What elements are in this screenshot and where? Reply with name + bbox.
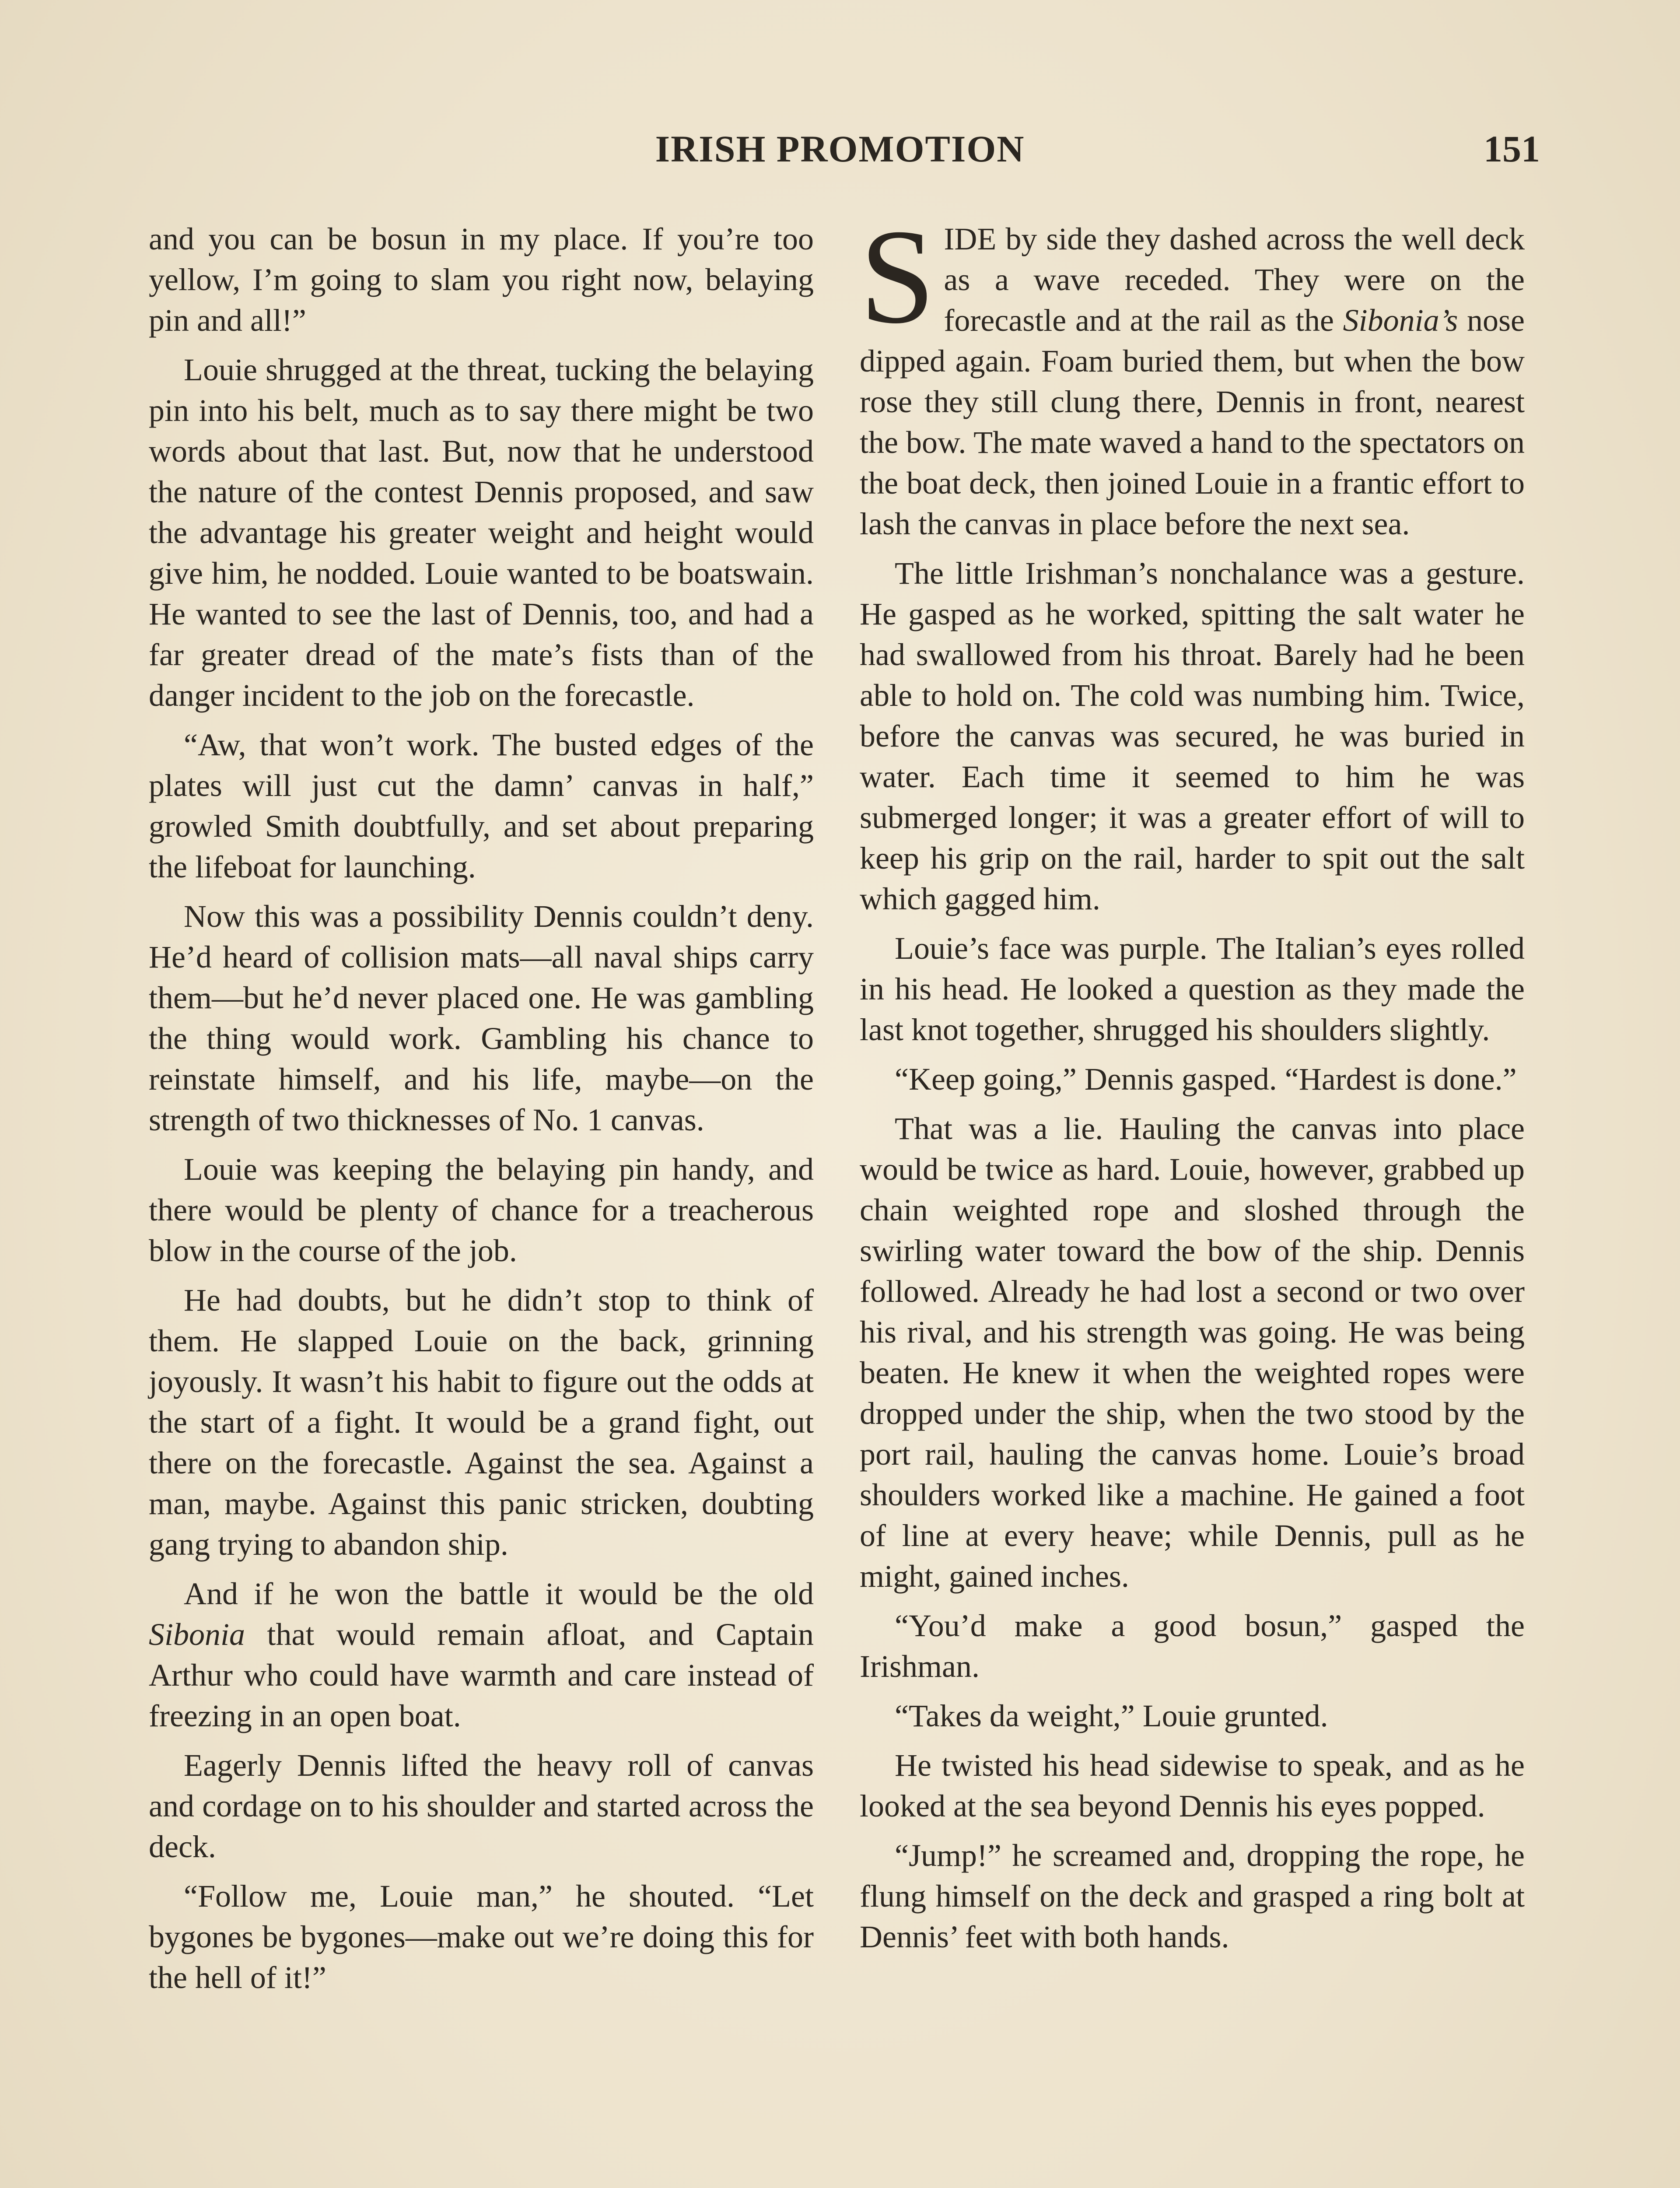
paragraph: Louie was keeping the belaying pin handy, and there would be plenty of chance for a treacherous blow in the course of the job. [149,1152,814,1268]
ship-name: Sibonia’s [1343,303,1458,338]
paragraph: “Aw, that won’t work. The busted edges of the plates will just cut the damn’ canvas in half,” growled Smith doubtfully, and set about preparing the lifeboat for launching. [149,727,814,884]
ship-name: Sibonia [149,1617,245,1652]
paragraph: Now this was a possibility Dennis couldn’t deny. He’d heard of collision mats—all naval ships carry them—but he’d never placed one. He was gambling the thing would work. Gambling his chance to reinstate himself, and his life, maybe—on the strength of two thicknesses of No. 1 canvas. [149,899,814,1137]
paragraph: and you can be bosun in my place. If you’re too yellow, I’m going to slam you right now, belaying pin and all!” [149,221,814,338]
paragraph: Eagerly Dennis lifted the heavy roll of canvas and cordage on to his shoulder and started across the deck. [149,1748,814,1864]
page-number: 151 [1484,128,1540,170]
paragraph: He had doubts, but he didn’t stop to think of them. He slapped Louie on the back, grinning joyously. It wasn’t his habit to figure out the odds at the start of a fight. It would be a grand fight, out there on the forecastle. Against the sea. Against a man, maybe. Against this panic stricken, doubting gang trying to abandon ship. [149,1283,814,1562]
right-text-column [860,202,1525,1966]
paragraph: “Follow me, Louie man,” he shouted. “Let bygones be bygones—make out we’re doing this for the hell of it!” [149,1879,814,1995]
paragraph: The little Irishman’s nonchalance was a gesture. He gasped as he worked, spitting the salt water he had swallowed from his throat. Barely had he been able to hold on. The cold was numbing him. Twice, before the canvas was secured, he was buried in water. Each time it seemed to him he was submerged longer; it was a greater effort of will to keep his grip on the rail, harder to spit out the salt which gagged him. [860,556,1525,916]
paragraph-with-ship-name: And if he won the battle it would be the old Sibonia that would remain afloat, and Captain Arthur who could have warmth and care instead of freezing in an open boat. [149,1576,814,1733]
opening-paragraph-text: IDE by side they dashed across the well deck as a wave receded. They were on the forecastle and at the rail as the Sibonia’s nose dipped again. Foam buried them, but when the bow rose they still clung there, Dennis in front, nearest the bow. The mate waved a hand to the spectators on the boat deck, then joined Louie in a frantic effort to lash the canvas in place before the next sea. [860,221,1525,541]
paragraph: “Takes da weight,” Louie grunted. [895,1698,1328,1733]
paragraph: “You’d make a good bosun,” gasped the Irishman. [860,1608,1525,1684]
drop-cap: S [860,202,935,352]
left-text-column [149,219,814,2007]
opening-paragraph [860,202,1525,544]
paragraph: Louie shrugged at the threat, tucking the belaying pin into his belt, much as to say there might be two words about that last. But, now that he understood the nature of the contest Dennis proposed, and saw the advantage his greater weight and height would give him, he nodded. Louie wanted to be boatswain. He wanted to see the last of Dennis, too, and had a far greater dread of the mate’s fists than of the danger incident to the job on the forecastle. [149,352,814,713]
running-head-title: IRISH PROMOTION [655,128,1025,170]
paragraph: “Keep going,” Dennis gasped. “Hardest is done.” [895,1062,1517,1097]
paragraph: Louie’s face was purple. The Italian’s eyes rolled in his head. He looked a question as they made the last knot together, shrugged his shoulders slightly. [860,931,1525,1047]
paragraph: He twisted his head sidewise to speak, and as he looked at the sea beyond Dennis his eyes popped. [860,1748,1525,1823]
paragraph: “Jump!” he screamed and, dropping the rope, he flung himself on the deck and grasped a ring bolt at Dennis’ feet with both hands. [860,1838,1525,1954]
paragraph: That was a lie. Hauling the canvas into place would be twice as hard. Louie, however, grabbed up chain weighted rope and sloshed through the swirling water toward the bow of the ship. Dennis followed. Already he had lost a second or two over his rival, and his strength was going. He was being beaten. He knew it when the weighted ropes were dropped under the ship, when the two stood by the port rail, hauling the canvas home. Louie’s broad shoulders worked like a machine. He gained a foot of line at every heave; while Dennis, pull as he might, gained inches. [860,1111,1525,1594]
